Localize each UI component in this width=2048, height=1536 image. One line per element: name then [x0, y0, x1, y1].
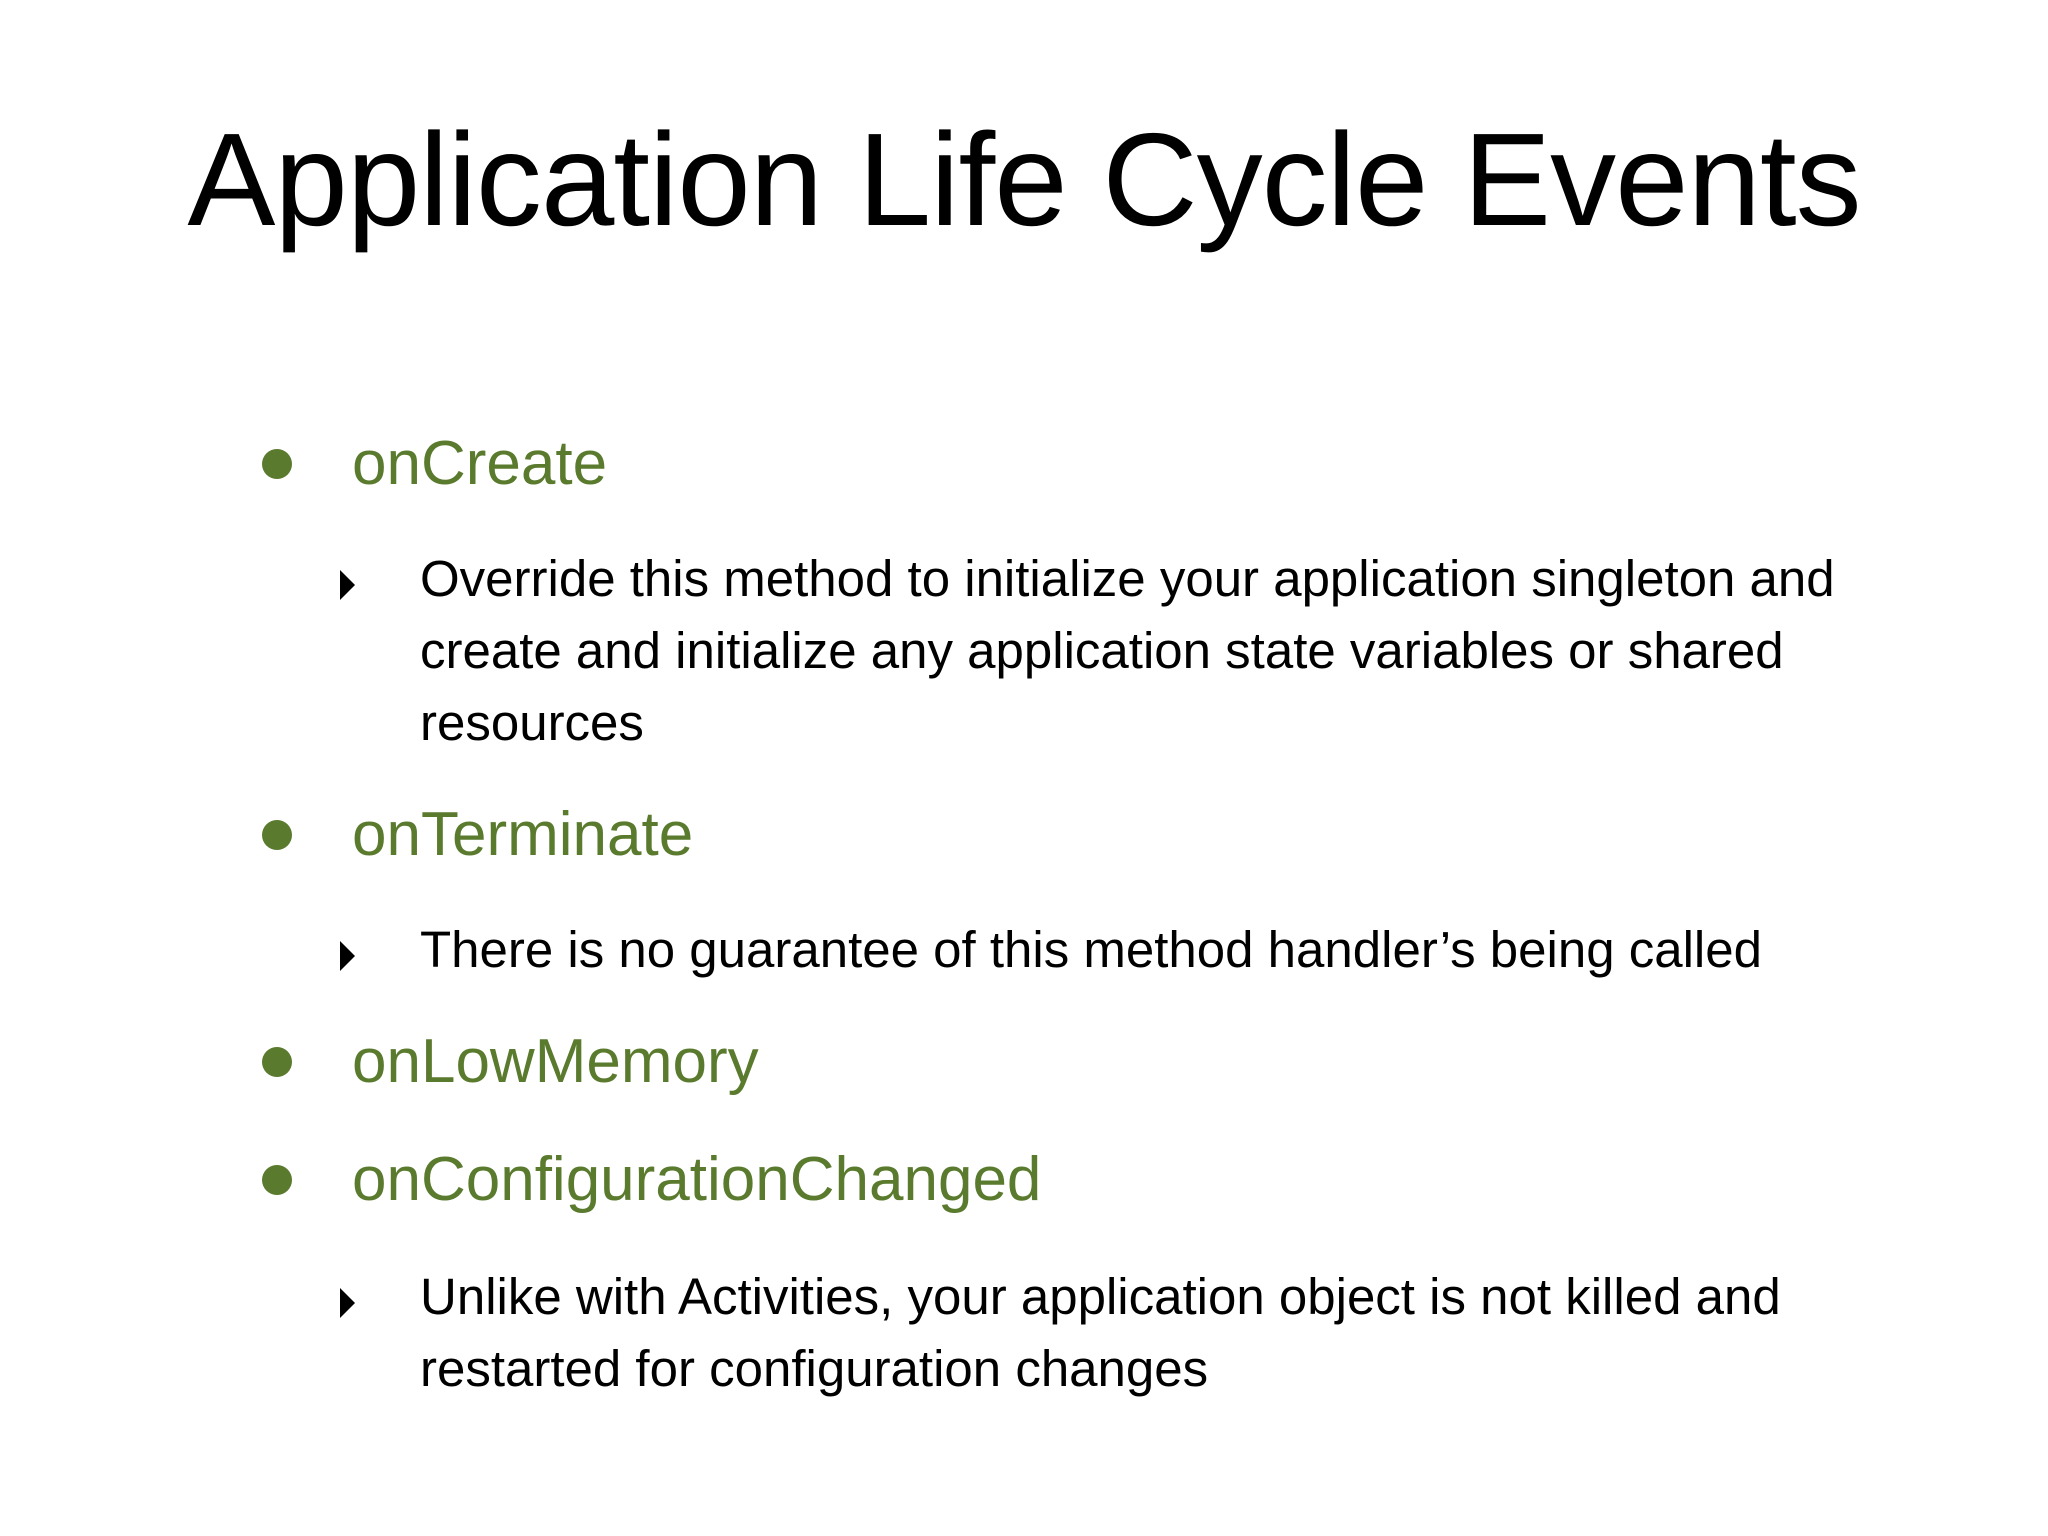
sub-bullet-text: There is no guarantee of this method handler’s being called: [420, 921, 1762, 978]
bullet-dot-icon: [262, 1165, 292, 1195]
triangle-bullet-icon: [340, 1288, 355, 1318]
slide-title: Application Life Cycle Events: [187, 106, 1861, 253]
sub-bullet-onconfigurationchanged: [340, 1261, 1860, 1405]
triangle-bullet-icon: [340, 570, 355, 600]
bullet-oncreate: [262, 424, 607, 504]
sub-bullet-onterminate: [340, 914, 1860, 986]
bullet-label: onConfigurationChanged: [352, 1145, 1042, 1214]
bullet-dot-icon: [262, 820, 292, 850]
bullet-dot-icon: [262, 449, 292, 479]
bullet-onterminate: [262, 795, 693, 875]
sub-bullet-text: Unlike with Activities, your application object is not killed and restarted for configuration changes: [420, 1268, 1781, 1397]
sub-bullet-oncreate: [340, 543, 1860, 759]
bullet-label: onTerminate: [352, 800, 694, 869]
sub-bullet-text: Override this method to initialize your application singleton and create and initialize any application state variables or shared resources: [420, 550, 1835, 751]
bullet-label: onLowMemory: [352, 1027, 759, 1096]
triangle-bullet-icon: [340, 941, 355, 971]
bullet-onconfigurationchanged: [262, 1140, 1041, 1220]
bullet-dot-icon: [262, 1047, 292, 1077]
bullet-label: onCreate: [352, 429, 608, 498]
bullet-onlowmemory: [262, 1022, 759, 1102]
